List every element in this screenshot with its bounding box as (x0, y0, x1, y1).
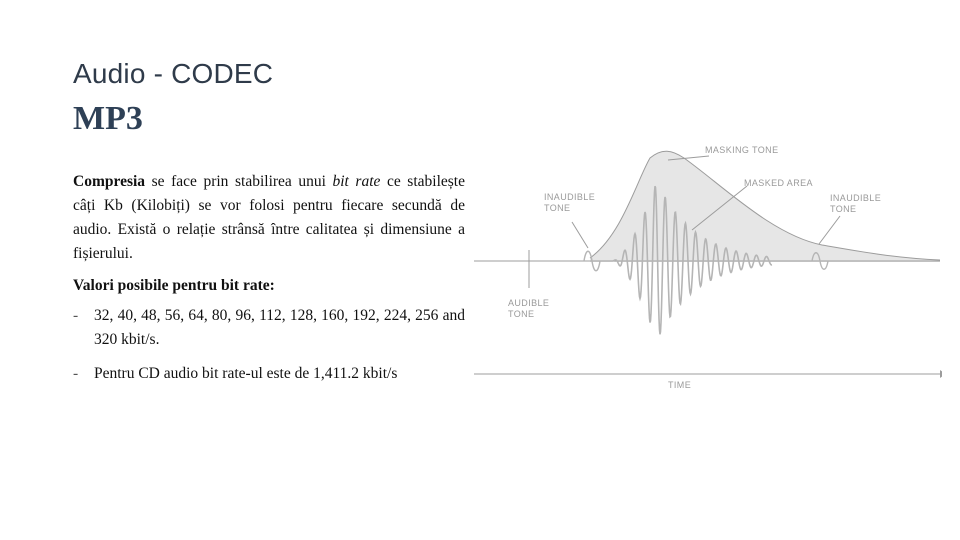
list-bullet: - (73, 365, 79, 382)
list-item (73, 362, 465, 386)
slide-title: MP3 (73, 100, 143, 137)
time-axis-arrow-icon (940, 370, 942, 378)
label-audible-2: TONE (508, 309, 535, 319)
label-time: TIME (668, 380, 692, 390)
bit-rate-heading: Valori posibile pentru bit rate: (73, 277, 275, 294)
list-item (73, 304, 465, 352)
slide-subtitle: Audio - CODEC (73, 58, 274, 89)
inaudible-left-arrow (572, 222, 588, 248)
masking-diagram-svg (472, 140, 942, 395)
term-compresia: Compresia (73, 173, 146, 190)
inaudible-right-arrow (819, 216, 840, 244)
label-inaudible-left-2: TONE (544, 203, 571, 213)
list-item-text: Pentru CD audio bit rate-ul este de 1,411.2 kbit/s (94, 365, 398, 382)
term-bit-rate: bit rate (332, 173, 381, 190)
label-inaudible-left-1: INAUDIBLE (544, 192, 596, 202)
para-text-1: se face prin stabilirea unui (145, 173, 333, 190)
label-audible-1: AUDIBLE (508, 298, 550, 308)
bit-rate-list (73, 304, 465, 386)
list-bullet: - (73, 307, 79, 324)
list-item-text: 32, 40, 48, 56, 64, 80, 96, 112, 128, 160, 192, 224, 256 and 320 kbit/s. (94, 307, 465, 348)
intro-paragraph (73, 170, 465, 266)
label-masked-area: MASKED AREA (744, 178, 813, 188)
para-text-2: ce stabilește câți Kb (Kilobiți) se vor folosi pentru fiecare secundă de audio. Există o relație strânsă între calitatea și dimensiune a fișierului. (73, 173, 465, 262)
slide-body (73, 170, 465, 396)
masking-diagram (472, 140, 942, 395)
label-masking-tone: MASKING TONE (705, 145, 779, 155)
label-inaudible-right-2: TONE (830, 204, 857, 214)
label-inaudible-right-1: INAUDIBLE (830, 193, 882, 203)
